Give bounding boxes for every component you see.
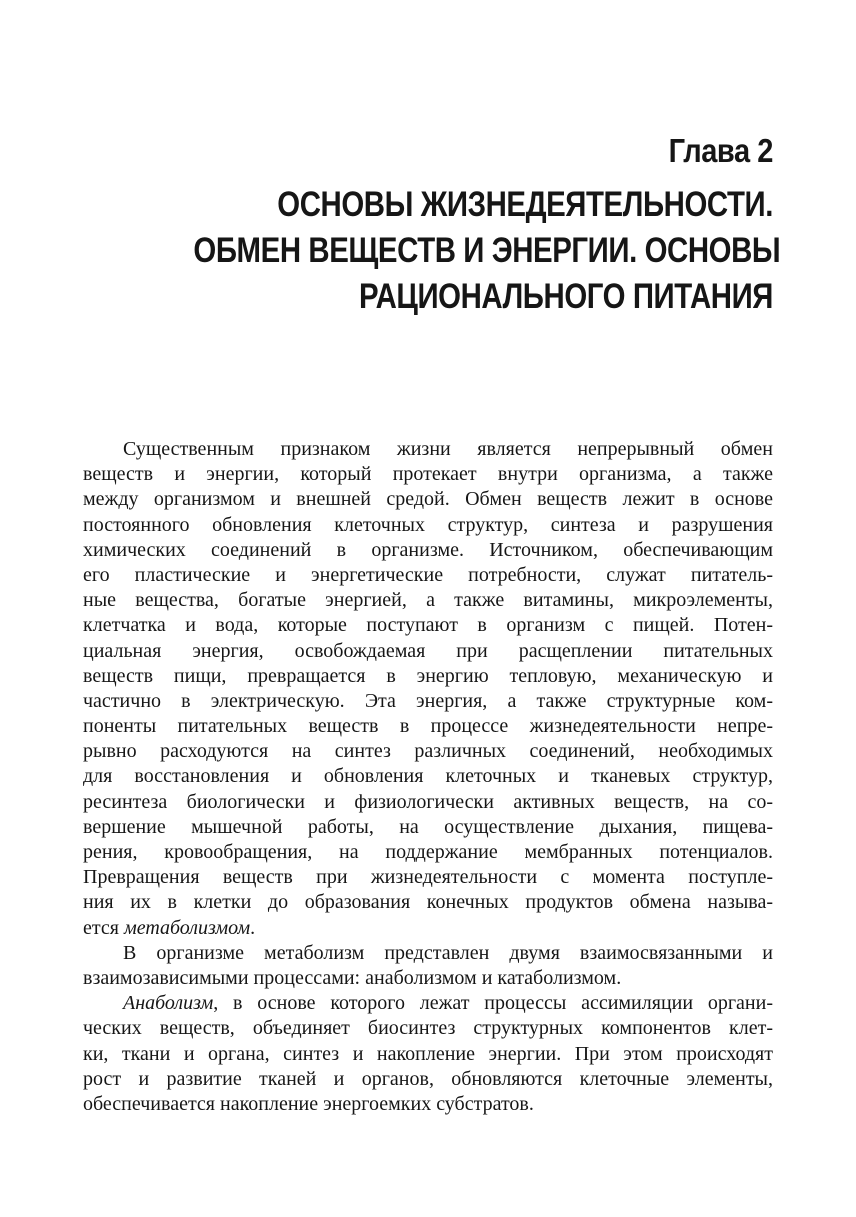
text-line [83, 916, 773, 941]
text-line [83, 1042, 773, 1067]
text-segment: его пластические и энергетические потребности, служат питатель- [83, 563, 773, 586]
text-segment: постоянного обновления клеточных структур, синтеза и разрушения [83, 513, 773, 536]
text-segment: ния их в клетки до образования конечных продуктов обмена называ- [83, 891, 773, 914]
text-line [83, 1092, 773, 1117]
text-line [83, 890, 773, 915]
chapter-title-line-1: ОСНОВЫ ЖИЗНЕДЕЯТЕЛЬНОСТИ. [277, 185, 773, 224]
text-line [83, 563, 773, 588]
text-segment: рывно расходуются на синтез различных соединений, необходимых [83, 740, 773, 763]
italic-term: Анаболизм [123, 992, 214, 1015]
text-line [83, 840, 773, 865]
text-segment: рост и развитие тканей и органов, обновляются клеточные элементы, [83, 1067, 773, 1090]
text-line [83, 664, 773, 689]
text-line [83, 764, 773, 789]
text-segment: рения, кровообращения, на поддержание мембранных потенциалов. [83, 841, 773, 863]
paragraph [83, 991, 773, 1117]
text-segment: ческих веществ, объединяет биосинтез структурных компонентов клет- [83, 1017, 773, 1040]
text-segment: циальная энергия, освобождаемая при расщеплении питательных [83, 639, 773, 662]
text-segment: частично в электрическую. Эта энергия, а также структурные ком- [83, 689, 773, 712]
text-segment: для восстановления и обновления клеточных и тканевых структур, [83, 765, 773, 788]
text-line [83, 689, 773, 714]
italic-term: метаболизмом [123, 916, 251, 939]
text-line [83, 588, 773, 613]
text-line [83, 991, 773, 1016]
text-segment: ресинтеза биологически и физиологически активных веществ, на со- [83, 790, 773, 813]
chapter-title-line-2: ОБМЕН ВЕЩЕСТВ И ЭНЕРГИИ. ОСНОВЫ [193, 231, 781, 270]
text-line [83, 1016, 773, 1041]
chapter-title-line-3: РАЦИОНАЛЬНОГО ПИТАНИЯ [358, 277, 773, 316]
chapter-label: Глава 2 [668, 132, 773, 169]
text-line [83, 865, 773, 890]
text-segment: , в основе которого лежат процессы ассимиляции органи- [213, 992, 773, 1015]
text-segment: веществ и энергии, который протекает внутри организма, а также [83, 463, 773, 486]
text-segment: клетчатка и вода, которые поступают в организм с пищей. Потен- [83, 614, 773, 637]
text-segment: ется [83, 916, 124, 939]
text-segment: В организме метаболизм представлен двумя взаимосвязанными и [123, 941, 773, 964]
text-segment: . [250, 916, 256, 939]
paragraph [83, 941, 773, 991]
text-line [83, 513, 773, 538]
text-line [83, 487, 773, 512]
text-segment: Превращения веществ при жизнедеятельности с момента поступле- [83, 866, 773, 889]
text-line [83, 538, 773, 563]
paragraph [83, 437, 773, 941]
text-segment: Существенным признаком жизни является непрерывный обмен [123, 438, 773, 460]
text-line [83, 739, 773, 764]
text-segment: ные вещества, богатые энергией, а также витамины, микроэлементы, [83, 589, 773, 612]
text-line [83, 613, 773, 638]
text-line [83, 437, 773, 462]
text-segment: поненты питательных веществ в процессе жизнедеятельности непре- [83, 715, 773, 738]
text-segment: между организмом и внешней средой. Обмен веществ лежит в основе [83, 488, 773, 511]
text-line [83, 790, 773, 815]
chapter-title [83, 182, 781, 320]
text-line [83, 639, 773, 664]
text-segment: ки, ткани и органа, синтез и накопление энергии. При этом происходят [83, 1042, 773, 1065]
text-segment: веществ пищи, превращается в энергию тепловую, механическую и [83, 664, 773, 687]
text-line [83, 941, 773, 966]
text-segment: взаимозависимыми процессами: анаболизмом и катаболизмом. [83, 966, 622, 989]
text-segment: обеспечивается накопление энергоемких субстратов. [83, 1092, 534, 1115]
text-line [83, 966, 773, 991]
body-text [83, 437, 773, 1117]
text-line [83, 462, 773, 487]
text-segment: химических соединений в организме. Источником, обеспечивающим [83, 538, 773, 561]
text-line [83, 714, 773, 739]
text-segment: вершение мышечной работы, на осуществление дыхания, пищева- [83, 815, 773, 838]
text-line [83, 815, 773, 840]
text-line [83, 1067, 773, 1092]
